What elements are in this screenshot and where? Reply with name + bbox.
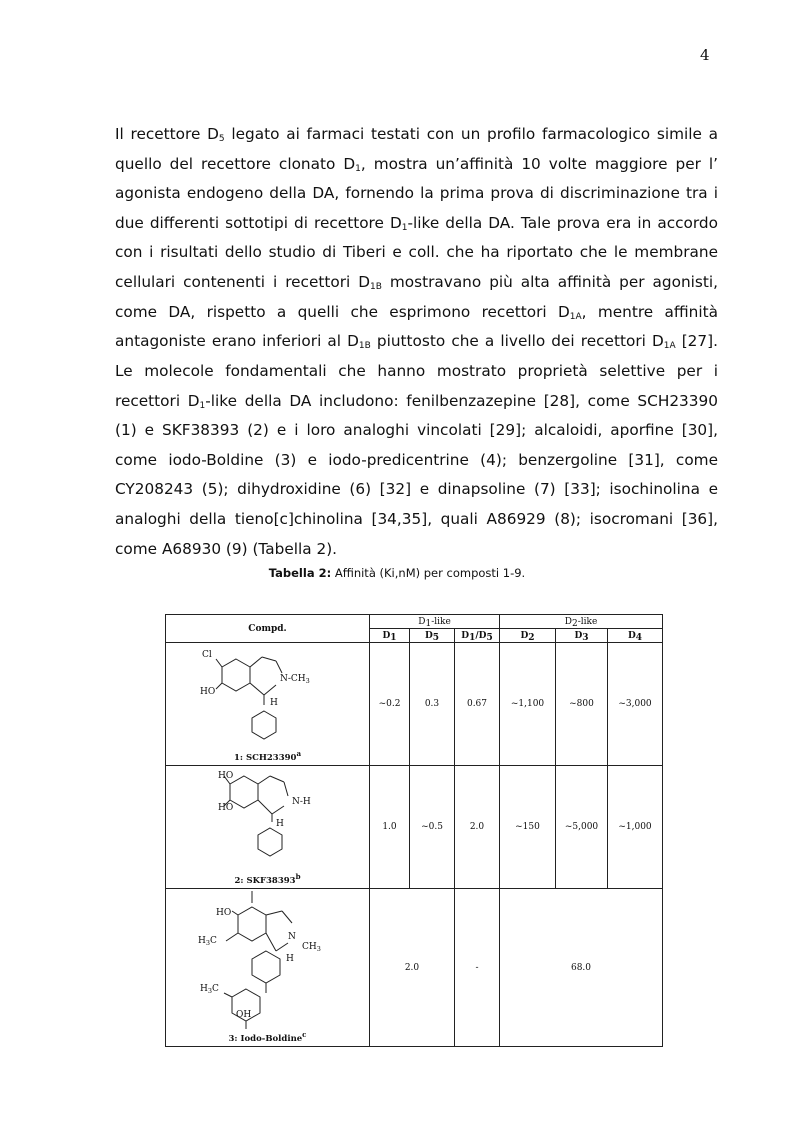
text-line: cellulari contenenti i recettori $D_{1B}$ mostravano più alta affinità per agonisti,: [115, 272, 718, 292]
table-row: [166, 889, 663, 1047]
value-cell: 68.0: [500, 889, 663, 1047]
col-d1-d5: $D_1/D_5$: [455, 629, 500, 643]
svg-text:H: H: [286, 954, 294, 964]
table-row: [166, 643, 663, 766]
svg-text:H: H: [270, 698, 278, 708]
svg-text:N-H: N-H: [292, 797, 311, 807]
svg-text:H: H: [276, 819, 284, 829]
value-cell: ~5,000: [556, 766, 608, 889]
svg-text:N: N: [288, 932, 296, 942]
iodo-boldine-structure: [166, 889, 369, 1046]
svg-text:N-CH3: $N-CH_3$: [280, 674, 310, 685]
structure-cell-iodo-boldine: [166, 889, 370, 1047]
text-line: Il recettore $D_5$ legato ai farmaci testati con un profilo farmacologico simile a: [115, 125, 719, 144]
col-d4: $D_4$: [608, 629, 663, 643]
structure-cell-skf38393: [166, 766, 370, 889]
value-cell: -: [455, 889, 500, 1047]
col-d5: $D_5$: [410, 629, 455, 643]
value-cell: 2.0: [370, 889, 455, 1047]
table-caption: Tabella 2: Affinità (Ki,nM) per composti 1-9.: [268, 566, 526, 580]
affinity-table: [165, 614, 663, 1047]
svg-text:HO: HO: [218, 771, 234, 781]
table-row: [166, 766, 663, 889]
value-cell: ~0.2: [370, 643, 410, 766]
svg-text:Cl: Cl: [202, 650, 212, 660]
svg-text:HO: HO: [200, 687, 216, 697]
text-line: come A68930 (9) (Tabella 2).: [115, 539, 338, 558]
text-line: analoghi della tieno[c]chinolina [34,35], quali A86929 (8); isocromani [36],: [115, 509, 718, 528]
table-header-row: [166, 615, 663, 629]
value-cell: 0.67: [455, 643, 500, 766]
svg-text:OH: OH: [236, 1010, 252, 1020]
value-cell: ~1,100: [500, 643, 556, 766]
value-cell: ~1,000: [608, 766, 663, 889]
svg-text:HO: HO: [218, 803, 234, 813]
value-cell: 2.0: [455, 766, 500, 889]
svg-text:H3C: $H_3C$: [200, 984, 219, 995]
compound-label: 3: Iodo-Boldine$^c$: [228, 1030, 307, 1044]
paragraph-receptor-d5: [115, 120, 718, 357]
text-line: agonista endogeno della DA, fornendo la prima prova di discriminazione tra i: [115, 184, 718, 203]
d1-like-header: $D_1$-like: [370, 615, 500, 629]
skf38393-structure: [166, 766, 369, 888]
sch23390-structure: [166, 643, 369, 765]
value-cell: ~0.5: [410, 766, 455, 889]
col-d1: $D_1$: [370, 629, 410, 643]
svg-text:H3C: $H_3C$: [198, 936, 217, 947]
value-cell: ~3,000: [608, 643, 663, 766]
text-line: come DA, rispetto a quelli che esprimono recettori $D_{1A}$, mentre affinità: [115, 302, 718, 322]
text-line: come iodo-Boldine (3) e iodo-predicentrine (4); benzergoline [31], come: [115, 450, 718, 469]
text-line: quello del recettore clonato $D_1$, mostra un’affinità 10 volte maggiore per l’: [115, 154, 719, 174]
col-d2: $D_2$: [500, 629, 556, 643]
value-cell: ~800: [556, 643, 608, 766]
svg-text:HO: HO: [216, 908, 232, 918]
paragraph-molecules: [115, 357, 718, 564]
col-d3: $D_3$: [556, 629, 608, 643]
text-line: Le molecole fondamentali che hanno mostrato proprietà selettive per i: [115, 362, 718, 380]
text-line: con i risultati dello studio di Tiberi e coll. che ha riportato che le membrane: [115, 243, 718, 262]
text-line: recettori $D_1$-like della DA includono: fenilbenzazepine [28], come SCH23390: [115, 391, 718, 411]
text-line: (1) e SKF38393 (2) e i loro analoghi vincolati [29]; alcaloidi, aporfine [30],: [115, 421, 718, 440]
text-line: due differenti sottotipi di recettore $D_1$-like della DA. Tale prova era in accordo: [115, 213, 718, 233]
d2-like-header: $D_2$-like: [500, 615, 663, 629]
compound-label: 2: SKF38393$^b$: [234, 872, 301, 886]
compd-header: Compd.: [166, 615, 370, 643]
value-cell: ~150: [500, 766, 556, 889]
structure-cell-sch23390: [166, 643, 370, 766]
text-line: CY208243 (5); dihydroxidine (6) [32] e dinapsoline (7) [33]; isochinolina e: [115, 480, 718, 499]
value-cell: 0.3: [410, 643, 455, 766]
text-line: antagoniste erano inferiori al $D_{1B}$ piuttosto che a livello dei recettori $D_{1A}$ [27].: [115, 332, 718, 352]
svg-text:CH3: $CH_3$: [302, 942, 321, 953]
value-cell: 1.0: [370, 766, 410, 889]
compound-label: 1: SCH23390$^a$: [233, 749, 302, 763]
page-number: 4: [700, 46, 710, 64]
